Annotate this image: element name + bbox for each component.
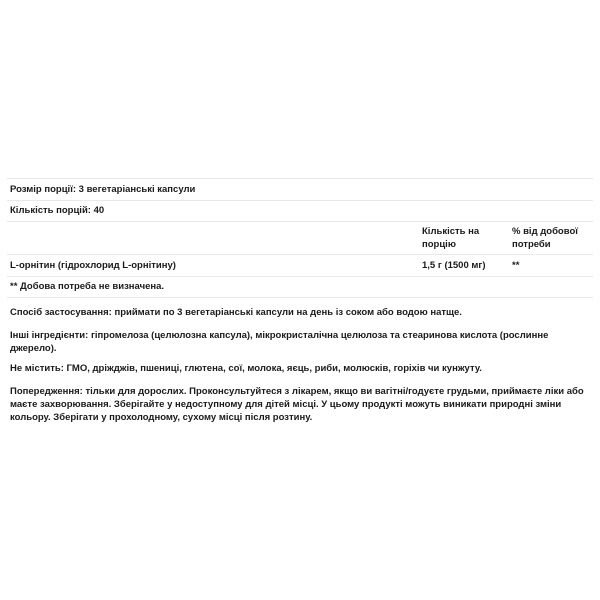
- serving-size-row: [7, 178, 593, 200]
- nutrient-name: L-орнітин (гідрохлорид L-орнітину): [10, 260, 176, 271]
- other-ingredients: Інші інгредієнти: гіпромелоза (целюлозна капсула), мікрокристалічна целюлоза та стеаринова кислота (рослинне джерело).: [10, 330, 549, 354]
- nutrient-daily-value: **: [512, 260, 520, 271]
- table-row: [7, 254, 593, 276]
- usage-instructions: Спосіб застосування: приймати по 3 вегетаріанські капсули на день із соком або водою натще.: [10, 307, 462, 318]
- supplement-facts-table: [7, 178, 593, 298]
- table-header-row: [7, 221, 593, 254]
- footnote: ** Добова потреба не визначена.: [10, 281, 165, 293]
- warnings: Попередження: тільки для дорослих. Проконсультуйтеся з лікарем, якщо ви вагітні/годуєте грудьми, приймаєте ліки або маєте захворювання. Зберігайте у недоступному для дітей місці. У цьому продукті можуть виникати природні зміни кольору. Зберігати у прохолодному, сухому місці після розтину.: [10, 386, 584, 423]
- serving-size: Розмір порції: 3 вегетаріанські капсули: [10, 183, 196, 195]
- servings-per-container-row: [7, 200, 593, 222]
- nutrient-amount: 1,5 г (1500 мг): [422, 260, 486, 271]
- servings-per-container: Кількість порцій: 40: [10, 205, 105, 217]
- footnote-row: [7, 276, 593, 298]
- amount-per-serving-header: Кількість на порцію: [422, 226, 480, 250]
- free-from: Не містить: ГМО, дріжджів, пшениці, глютена, сої, молока, яєць, риби, молюсків, горіхів чи кунжуту.: [10, 363, 482, 374]
- daily-value-header: % від добової потреби: [512, 226, 578, 250]
